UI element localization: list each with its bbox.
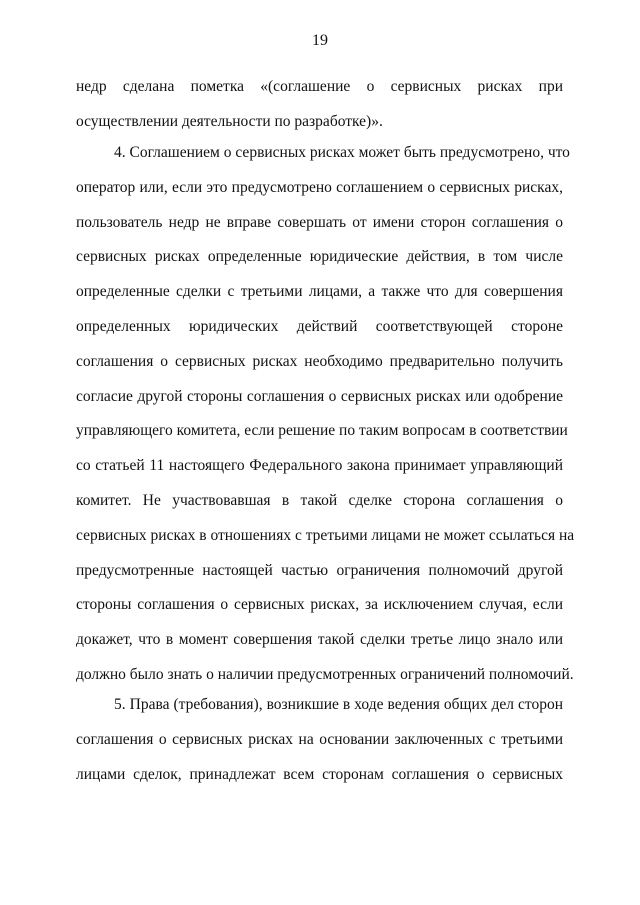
text-line: управляющего комитета, если решение по таким вопросам в соответствии bbox=[76, 422, 568, 440]
text-line: осуществлении деятельности по разработке)». bbox=[76, 112, 383, 130]
text-line: недр сделана пометка «(соглашение о сервисных рисках при bbox=[76, 78, 563, 95]
paragraph-item-4 bbox=[76, 136, 575, 693]
text-line: предусмотренные настоящей частью ограничения полномочий другой bbox=[76, 561, 563, 579]
text-line: 4. Соглашением о сервисных рисках может быть предусмотрено, что bbox=[114, 144, 570, 161]
text-line: должно было знать о наличии предусмотренных ограничений полномочий. bbox=[76, 665, 574, 683]
text-line: согласие другой стороны соглашения о сервисных рисках или одобрение bbox=[76, 387, 563, 405]
text-line: со статьей 11 настоящего Федерального закона принимает управляющий bbox=[76, 457, 563, 475]
text-line: стороны соглашения о сервисных рисках, за исключением случая, если bbox=[76, 596, 563, 614]
text-line: сервисных рисках определенные юридические действия, в том числе bbox=[76, 248, 563, 266]
text-line: определенные сделки с третьими лицами, а также что для совершения bbox=[76, 283, 563, 301]
text-line: сервисных рисках в отношениях с третьими лицами не может ссылаться на bbox=[76, 526, 575, 544]
paragraph-item-5 bbox=[76, 688, 563, 792]
text-line: соглашения о сервисных рисках на основании заключенных с третьими bbox=[76, 730, 563, 748]
text-line: пользователь недр не вправе совершать от имени сторон соглашения о bbox=[76, 213, 563, 231]
text-line: 5. Права (требования), возникшие в ходе ведения общих дел сторон bbox=[114, 696, 563, 713]
text-line: комитет. Не участвовавшая в такой сделке сторона соглашения о bbox=[76, 491, 563, 509]
text-line: докажет, что в момент совершения такой сделки третье лицо знало или bbox=[76, 631, 563, 649]
paragraph-continuation bbox=[76, 70, 563, 140]
text-line: лицами сделок, принадлежат всем сторонам соглашения о сервисных bbox=[76, 765, 563, 783]
page-number: 19 bbox=[312, 32, 328, 49]
text-line: оператор или, если это предусмотрено соглашением о сервисных рисках, bbox=[76, 178, 563, 196]
text-line: соглашения о сервисных рисках необходимо предварительно получить bbox=[76, 352, 563, 370]
text-line: определенных юридических действий соответствующей стороне bbox=[76, 317, 563, 335]
